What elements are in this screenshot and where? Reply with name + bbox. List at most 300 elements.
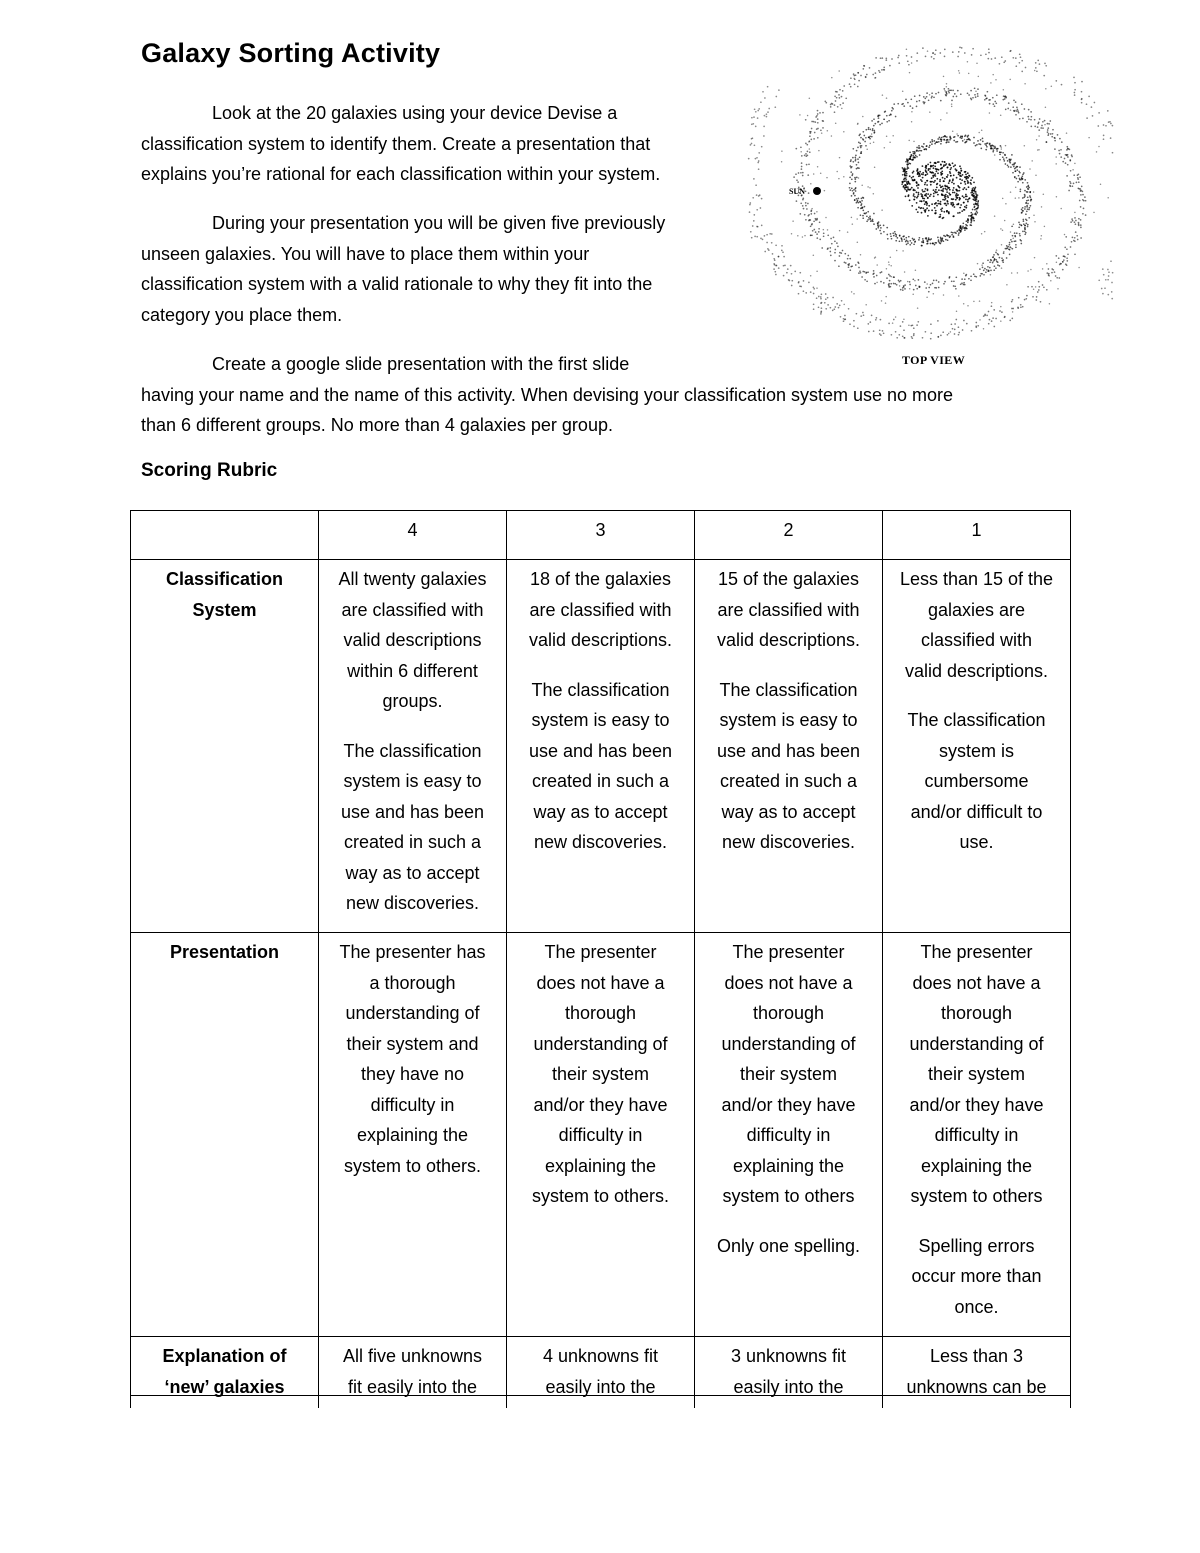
- star-dot: [900, 289, 902, 291]
- star-dot: [901, 239, 903, 241]
- star-dot: [922, 198, 924, 200]
- star-dot: [883, 332, 885, 334]
- star-dot: [764, 115, 766, 117]
- star-dot: [977, 263, 979, 265]
- star-dot: [963, 273, 965, 275]
- star-dot: [892, 135, 894, 137]
- star-dot: [960, 182, 962, 184]
- star-dot: [888, 274, 890, 276]
- star-dot: [834, 111, 836, 113]
- star-dot: [958, 51, 960, 53]
- star-dot: [918, 147, 920, 149]
- star-dot: [1009, 79, 1011, 81]
- star-dot: [931, 97, 933, 99]
- star-dot: [823, 235, 825, 237]
- star-dot: [994, 265, 996, 267]
- star-dot: [1019, 62, 1021, 64]
- star-dot: [918, 175, 920, 177]
- star-dot: [890, 235, 892, 237]
- star-dot: [1081, 102, 1083, 104]
- star-dot: [879, 124, 881, 126]
- star-dot: [1036, 70, 1038, 72]
- star-dot: [767, 111, 769, 113]
- star-dot: [809, 135, 811, 137]
- star-dot: [806, 208, 808, 210]
- star-dot: [1022, 306, 1024, 308]
- star-dot: [852, 161, 854, 163]
- star-dot: [844, 253, 846, 255]
- star-dot: [809, 151, 811, 153]
- star-dot: [978, 132, 980, 134]
- star-dot: [928, 210, 930, 212]
- cell-text-line: created in such a: [719, 771, 858, 791]
- star-dot: [905, 185, 907, 187]
- star-dot: [913, 193, 915, 195]
- star-dot: [971, 220, 973, 222]
- star-dot: [1029, 168, 1031, 170]
- star-dot: [883, 225, 885, 227]
- star-dot: [1027, 182, 1029, 184]
- star-dot: [900, 325, 902, 327]
- star-dot: [858, 198, 860, 200]
- star-dot: [899, 235, 901, 237]
- star-dot: [991, 58, 993, 60]
- star-dot: [1098, 146, 1100, 148]
- star-dot: [1110, 137, 1112, 139]
- star-dot: [825, 293, 827, 295]
- star-dot: [1038, 281, 1040, 283]
- star-dot: [918, 173, 920, 175]
- cell-text-line: system is easy to: [531, 710, 670, 730]
- star-dot: [816, 287, 818, 289]
- star-dot: [860, 152, 862, 154]
- star-dot: [899, 285, 901, 287]
- cell-text-line: new discoveries.: [721, 832, 856, 852]
- star-dot: [1035, 62, 1037, 64]
- star-dot: [1060, 156, 1062, 158]
- star-dot: [911, 111, 913, 113]
- star-dot: [872, 130, 874, 132]
- star-dot: [1015, 57, 1017, 59]
- star-dot: [849, 183, 851, 185]
- cell-content: [701, 1341, 876, 1401]
- star-dot: [1010, 166, 1012, 168]
- star-dot: [1026, 121, 1028, 123]
- star-dot: [1108, 275, 1110, 277]
- star-dot: [805, 153, 807, 155]
- star-dot: [1045, 88, 1047, 90]
- star-dot: [870, 143, 872, 145]
- star-dot: [1001, 311, 1003, 313]
- star-dot: [995, 267, 997, 269]
- star-dot: [968, 215, 970, 217]
- star-dot: [1052, 133, 1054, 135]
- star-dot: [829, 247, 831, 249]
- star-dot: [959, 47, 961, 49]
- star-dot: [990, 82, 992, 84]
- star-dot: [898, 55, 900, 57]
- star-dot: [964, 229, 966, 231]
- star-dot: [1016, 106, 1018, 108]
- star-dot: [916, 147, 918, 149]
- star-dot: [971, 54, 973, 56]
- star-dot: [783, 265, 785, 267]
- star-dot: [965, 274, 967, 276]
- star-dot: [908, 64, 910, 66]
- star-dot: [913, 335, 915, 337]
- star-dot: [750, 144, 752, 146]
- star-dot: [977, 88, 979, 90]
- star-dot: [974, 197, 976, 199]
- star-dot: [1069, 159, 1071, 161]
- star-dot: [1004, 316, 1006, 318]
- star-dot: [1010, 231, 1012, 233]
- star-dot: [1054, 140, 1056, 142]
- star-dot: [902, 174, 904, 176]
- star-dot: [914, 179, 916, 181]
- star-dot: [839, 97, 841, 99]
- star-dot: [1074, 221, 1076, 223]
- star-dot: [1009, 254, 1011, 256]
- star-dot: [1073, 77, 1075, 79]
- star-dot: [922, 101, 924, 103]
- star-dot: [832, 103, 834, 105]
- star-dot: [820, 313, 822, 315]
- star-dot: [942, 199, 944, 201]
- cell-text-line: difficulty in: [558, 1125, 643, 1145]
- star-dot: [753, 214, 755, 216]
- star-dot: [864, 279, 866, 281]
- star-dot: [865, 212, 867, 214]
- star-dot: [1022, 219, 1024, 221]
- star-dot: [948, 92, 950, 94]
- star-dot: [1030, 126, 1032, 128]
- star-dot: [908, 236, 910, 238]
- star-dot: [905, 179, 907, 181]
- star-dot: [969, 139, 971, 141]
- cell-text-line: 18 of the galaxies: [529, 569, 672, 589]
- star-dot: [1080, 190, 1082, 192]
- star-dot: [811, 121, 813, 123]
- star-dot: [948, 211, 950, 213]
- star-dot: [996, 94, 998, 96]
- star-dot: [916, 324, 918, 326]
- star-dot: [953, 187, 955, 189]
- star-dot: [939, 52, 941, 54]
- star-dot: [873, 130, 875, 132]
- star-dot: [918, 286, 920, 288]
- star-dot: [1096, 151, 1098, 153]
- star-dot: [999, 159, 1001, 161]
- star-dot: [1059, 153, 1061, 155]
- star-dot: [982, 262, 984, 264]
- star-dot: [957, 194, 959, 196]
- star-dot: [909, 151, 911, 153]
- rubric-cell: [695, 560, 883, 933]
- star-dot: [873, 141, 875, 143]
- star-dot: [946, 191, 948, 193]
- star-dot: [834, 104, 836, 106]
- star-dot: [811, 128, 813, 130]
- star-dot: [963, 320, 965, 322]
- star-dot: [1019, 53, 1021, 55]
- star-dot: [766, 234, 768, 236]
- star-dot: [891, 110, 893, 112]
- star-dot: [810, 275, 812, 277]
- star-dot: [959, 207, 961, 209]
- star-dot: [992, 74, 994, 76]
- star-dot: [1032, 296, 1034, 298]
- rubric-heading: Scoring Rubric: [141, 460, 278, 481]
- star-dot: [938, 281, 940, 283]
- star-dot: [781, 161, 783, 163]
- star-dot: [930, 181, 932, 183]
- star-dot: [906, 181, 908, 183]
- star-dot: [802, 236, 804, 238]
- star-dot: [956, 197, 958, 199]
- star-dot: [1047, 131, 1049, 133]
- star-dot: [960, 230, 962, 232]
- criterion-line: ‘new’ galaxies: [164, 1376, 285, 1397]
- star-dot: [874, 131, 876, 133]
- star-dot: [960, 93, 962, 95]
- star-dot: [860, 214, 862, 216]
- star-dot: [960, 204, 962, 206]
- star-dot: [873, 276, 875, 278]
- star-dot: [971, 330, 973, 332]
- star-dot: [937, 194, 939, 196]
- star-dot: [931, 181, 933, 183]
- cell-text-line: system to others: [910, 1186, 1043, 1206]
- star-dot: [1003, 89, 1005, 91]
- star-dot: [871, 315, 873, 317]
- star-dot: [954, 206, 956, 208]
- star-dot: [940, 335, 942, 337]
- star-dot: [1094, 102, 1096, 104]
- star-dot: [838, 94, 840, 96]
- star-dot: [1022, 231, 1024, 233]
- star-dot: [782, 251, 784, 253]
- star-dot: [966, 178, 968, 180]
- star-dot: [868, 127, 870, 129]
- star-dot: [789, 280, 791, 282]
- star-dot: [992, 256, 994, 258]
- star-dot: [1022, 197, 1024, 199]
- star-dot: [926, 207, 928, 209]
- star-dot: [810, 225, 812, 227]
- star-dot: [1009, 162, 1011, 164]
- star-dot: [1033, 215, 1035, 217]
- star-dot: [961, 210, 963, 212]
- star-dot: [918, 279, 920, 281]
- star-dot: [1003, 251, 1005, 253]
- star-dot: [890, 233, 892, 235]
- star-dot: [891, 238, 893, 240]
- star-dot: [1055, 255, 1057, 257]
- star-dot: [1047, 127, 1049, 129]
- star-dot: [904, 170, 906, 172]
- star-dot: [1075, 220, 1077, 222]
- star-dot: [895, 116, 897, 118]
- star-dot: [922, 241, 924, 243]
- star-dot: [1022, 174, 1024, 176]
- star-dot: [911, 242, 913, 244]
- star-dot: [933, 174, 935, 176]
- star-dot: [978, 76, 980, 78]
- star-dot: [750, 231, 752, 233]
- cell-text-line: galaxies are: [927, 599, 1026, 620]
- star-dot: [888, 283, 890, 285]
- star-dot: [951, 231, 953, 233]
- star-dot: [1017, 181, 1019, 183]
- cell-text-line: thorough: [564, 1003, 637, 1023]
- star-dot: [866, 220, 868, 222]
- star-dot: [1039, 63, 1041, 65]
- star-dot: [853, 320, 855, 322]
- star-dot: [947, 187, 949, 189]
- star-dot: [994, 146, 996, 148]
- star-dot: [944, 178, 946, 180]
- star-dot: [1025, 218, 1027, 220]
- star-dot: [962, 188, 964, 190]
- star-dot: [918, 206, 920, 208]
- star-dot: [1004, 220, 1006, 222]
- star-dot: [903, 180, 905, 182]
- star-dot: [1065, 236, 1067, 238]
- star-dot: [982, 267, 984, 269]
- star-dot: [827, 234, 829, 236]
- star-dot: [937, 200, 939, 202]
- star-dot: [855, 264, 857, 266]
- star-dot: [916, 101, 918, 103]
- star-dot: [1092, 115, 1094, 117]
- sun-label: SUN: [789, 187, 806, 196]
- star-dot: [965, 199, 967, 201]
- star-dot: [1047, 134, 1049, 136]
- star-dot: [907, 159, 909, 161]
- star-dot: [749, 202, 751, 204]
- star-dot: [971, 177, 973, 179]
- star-dot: [850, 86, 852, 88]
- star-dot: [943, 180, 945, 182]
- star-dot: [1037, 60, 1039, 62]
- star-dot: [989, 143, 991, 145]
- star-dot: [858, 272, 860, 274]
- star-dot: [927, 164, 929, 166]
- star-dot: [912, 238, 914, 240]
- star-dot: [987, 259, 989, 261]
- star-dot: [756, 209, 758, 211]
- star-dot: [932, 243, 934, 245]
- cell-text-line: are classified with: [529, 599, 672, 620]
- star-dot: [816, 297, 818, 299]
- star-dot: [911, 337, 913, 339]
- star-dot: [1074, 94, 1076, 96]
- star-dot: [754, 144, 756, 146]
- star-dot: [807, 203, 809, 205]
- star-dot: [912, 159, 914, 161]
- star-dot: [930, 165, 932, 167]
- star-dot: [1065, 263, 1067, 265]
- star-dot: [834, 306, 836, 308]
- star-dot: [913, 171, 915, 173]
- star-dot: [821, 302, 823, 304]
- star-dot: [952, 189, 954, 191]
- star-dot: [953, 204, 955, 206]
- star-dot: [805, 292, 807, 294]
- star-dot: [868, 331, 870, 333]
- star-dot: [1104, 287, 1106, 289]
- star-dot: [936, 184, 938, 186]
- star-dot: [1015, 65, 1017, 67]
- star-dot: [1005, 163, 1007, 165]
- star-dot: [888, 261, 890, 263]
- star-dot: [1021, 209, 1023, 211]
- star-dot: [839, 255, 841, 257]
- star-dot: [863, 314, 865, 316]
- star-dot: [925, 238, 927, 240]
- star-dot: [755, 126, 757, 128]
- star-dot: [914, 151, 916, 153]
- text-line: having your name and the name of this activity. When devising your classification system use no more: [141, 384, 954, 405]
- star-dot: [951, 323, 953, 325]
- star-dot: [904, 284, 906, 286]
- star-dot: [924, 281, 926, 283]
- star-dot: [838, 70, 840, 72]
- star-dot: [1013, 100, 1015, 102]
- cell-text-line: explaining the: [356, 1125, 469, 1145]
- star-dot: [849, 258, 851, 260]
- star-dot: [933, 140, 935, 142]
- star-dot: [830, 307, 832, 309]
- star-dot: [841, 96, 843, 98]
- star-dot: [1028, 209, 1030, 211]
- star-dot: [1002, 152, 1004, 154]
- star-dot: [946, 176, 948, 178]
- star-dot: [757, 110, 759, 112]
- paragraph-gap: [325, 717, 500, 736]
- star-dot: [832, 297, 834, 299]
- star-dot: [868, 217, 870, 219]
- star-dot: [1077, 174, 1079, 176]
- star-dot: [847, 264, 849, 266]
- star-dot: [958, 332, 960, 334]
- star-dot: [810, 235, 812, 237]
- star-dot: [856, 218, 858, 220]
- star-dot: [886, 115, 888, 117]
- star-dot: [977, 205, 979, 207]
- star-dot: [833, 308, 835, 310]
- star-dot: [1002, 99, 1004, 101]
- star-dot: [912, 176, 914, 178]
- star-dot: [806, 164, 808, 166]
- star-dot: [1034, 70, 1036, 72]
- star-dot: [1027, 186, 1029, 188]
- star-dot: [904, 238, 906, 240]
- star-dot: [755, 111, 757, 113]
- star-dot: [954, 329, 956, 331]
- star-dot: [1022, 207, 1024, 209]
- cell-text-line: All twenty galaxies: [338, 569, 487, 589]
- star-dot: [798, 293, 800, 295]
- star-dot: [844, 319, 846, 321]
- star-dot: [817, 128, 819, 130]
- star-dot: [1048, 123, 1050, 125]
- star-dot: [956, 193, 958, 195]
- star-dot: [948, 333, 950, 335]
- star-dot: [858, 177, 860, 179]
- star-dot: [850, 266, 852, 268]
